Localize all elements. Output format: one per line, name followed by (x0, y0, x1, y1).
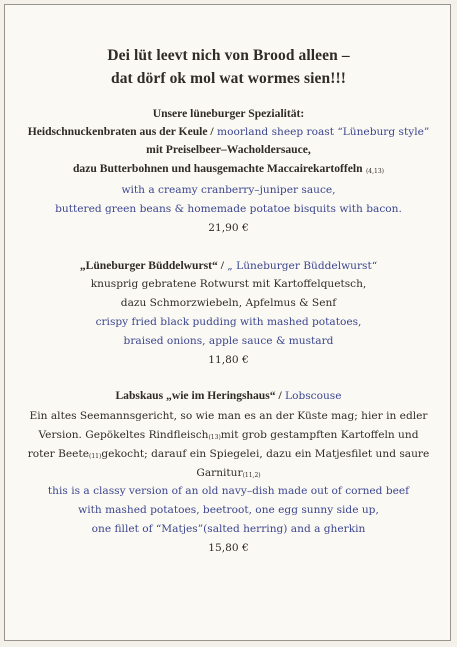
section3-price: 15,80 € (208, 542, 249, 554)
section1-sauce: mit Preiselbeer–Wacholdersauce, (146, 143, 311, 156)
section1-dish-name-de: Heidschnuckenbraten aus der Keule / (27, 125, 214, 138)
headline-line-1: Dei lüt leevt nich von Brood alleen – (107, 47, 350, 64)
section3-line-1: Ein altes Seemannsgericht, so wie man es an der Küste mag; hier in edler (29, 410, 428, 422)
section3-line-3a: roter Beete (27, 448, 89, 460)
section3-line-3b: gekocht; darauf ein Spiegelei, dazu ein Matjesfilet und saure (101, 448, 430, 460)
headline-line-2: dat dörf ok mol wat wormes sien!!! (110, 70, 346, 87)
section3-line-2b: mit grob gestampften Kartoffeln und (220, 429, 419, 441)
section2-en-line-2: braised onions, apple sauce & mustard (123, 335, 334, 347)
section2-line-2: dazu Schmorzwiebeln, Apfelmus & Senf (120, 297, 337, 309)
section1-title: Unsere lüneburger Spezialität: (152, 107, 305, 120)
section1-sides-text: dazu Butterbohnen und hausgemachte Maccairekartoffeln (72, 162, 363, 175)
section2-title-de: „Lüneburger Büddelwurst“ / (79, 259, 224, 272)
menu-card (4, 4, 451, 641)
section3-line-2-note: (13) (208, 434, 221, 441)
section1-en-line-2: buttered green beans & homemade potatoe bisquits with bacon. (55, 203, 402, 215)
section3-en-line-1: this is a classy version of an old navy–dish made out of corned beef (47, 485, 410, 497)
section3-en-line-3: one fillet of “Matjes”(salted herring) and a gherkin (91, 523, 366, 535)
section1-dish-name (5, 125, 452, 139)
section3-line-3-note: (11) (88, 453, 102, 460)
section1-allergen-note: (4,13) (365, 168, 385, 175)
section1-dish-name-en: moorland sheep roast “Lüneburg style” (217, 126, 430, 138)
section2-en-line-1: crispy fried black pudding with mashed potatoes, (95, 316, 362, 328)
section3-line-2 (5, 428, 452, 445)
section3-line-3 (5, 447, 452, 464)
section3-line-4 (5, 466, 452, 483)
section3-line-2a: Version. Gepökeltes Rindfleisch (38, 429, 209, 441)
section1-sides (5, 162, 452, 179)
menu-page (5, 5, 452, 642)
section3-title-en: Lobscouse (285, 390, 342, 402)
section3-en-line-2: with mashed potatoes, beetroot, one egg sunny side up, (78, 504, 379, 516)
section2-title-en: „ Lüneburger Büddelwurst“ (227, 260, 378, 272)
section3-line-4-text: Garnitur (196, 467, 243, 479)
section3-title-de: Labskaus „wie im Heringshaus“ / (115, 389, 282, 402)
section1-en-line-1: with a creamy cranberry–juniper sauce, (121, 184, 336, 196)
section2-title (5, 259, 452, 273)
section3-title (5, 389, 452, 403)
section3-line-4-note: (11,2) (242, 472, 261, 479)
section2-line-1: knusprig gebratene Rotwurst mit Kartoffelquetsch, (90, 278, 367, 290)
section1-price: 21,90 € (208, 222, 249, 234)
section2-price: 11,80 € (208, 354, 249, 366)
